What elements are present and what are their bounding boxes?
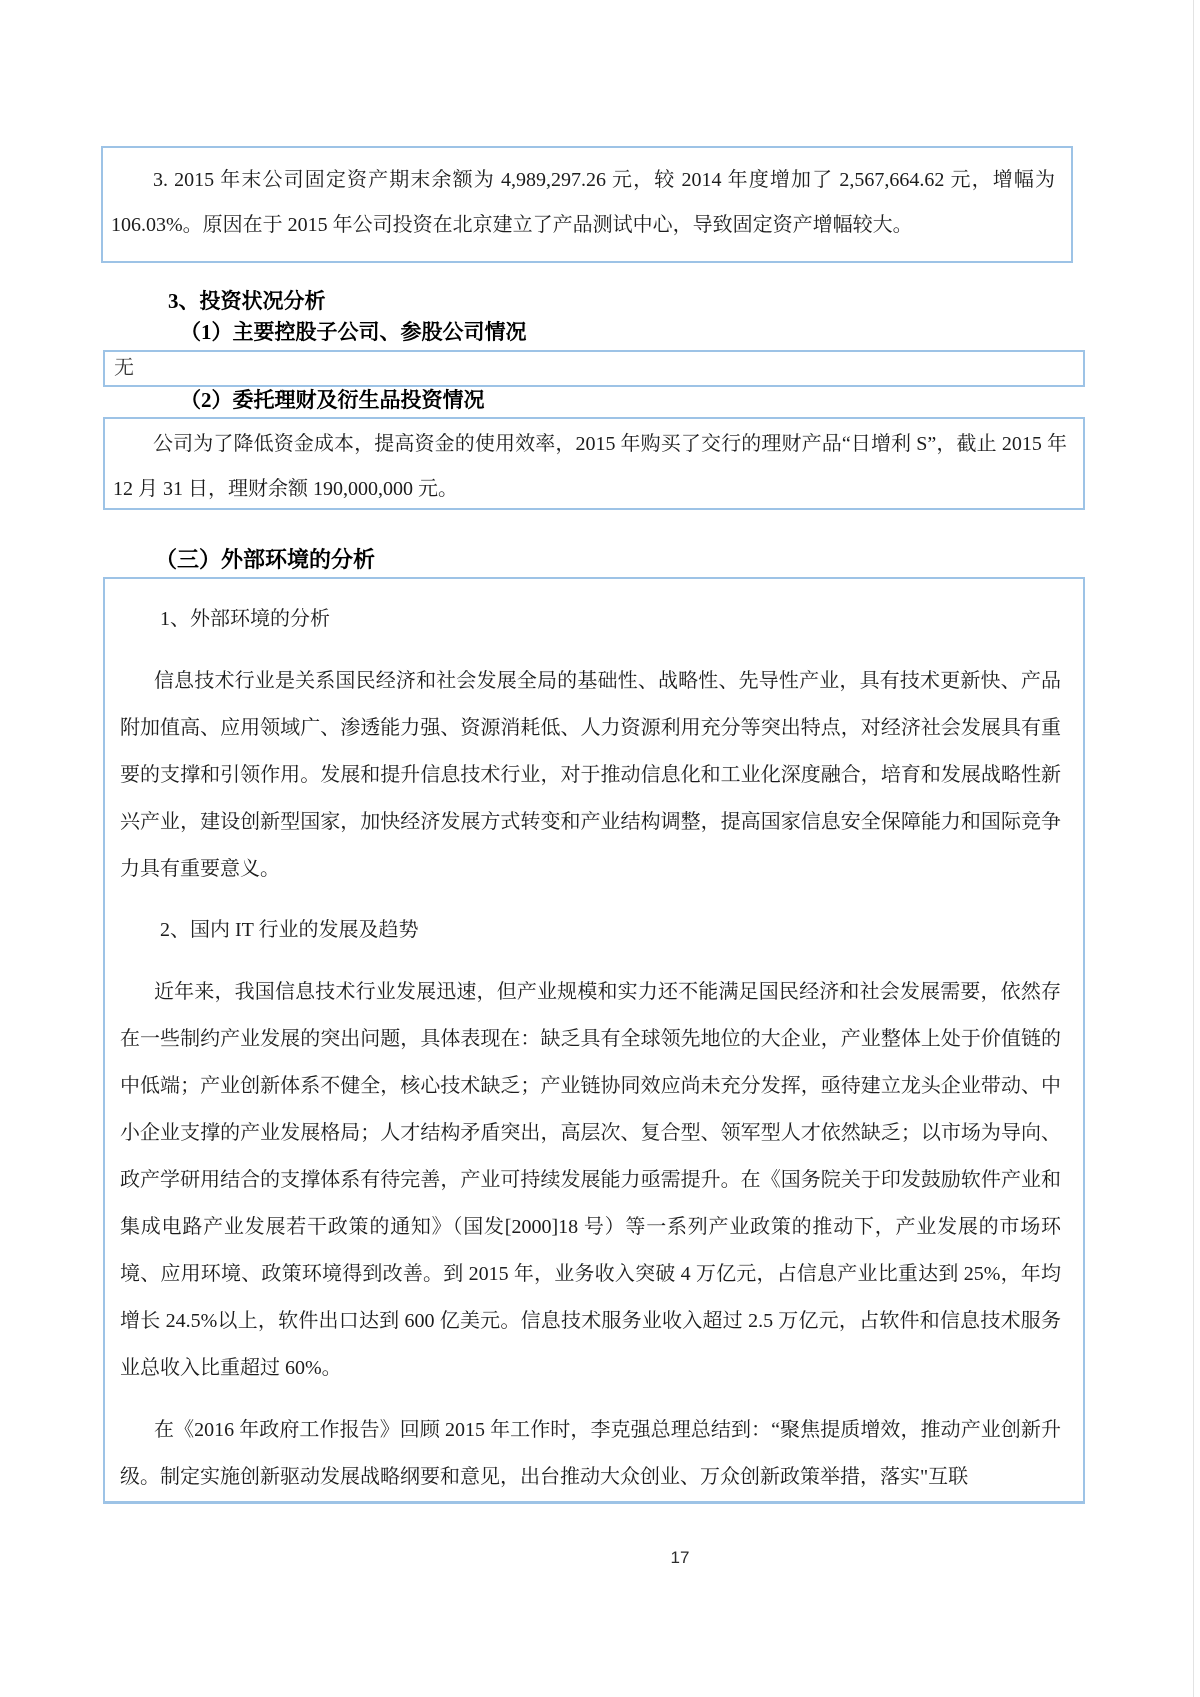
env-subheading-1: 1、外部环境的分析 — [160, 608, 330, 630]
env-subheading-2: 2、国内 IT 行业的发展及趋势 — [160, 919, 419, 941]
page-number: 17 — [670, 1548, 690, 1567]
subsidiaries-heading: （1）主要控股子公司、参股公司情况 — [180, 320, 527, 344]
external-environment-heading: （三）外部环境的分析 — [155, 547, 376, 572]
investment-analysis-heading: 3、投资状况分析 — [168, 289, 326, 313]
page-edge-line — [1193, 0, 1194, 1697]
fixed-assets-note-box — [101, 146, 1073, 263]
fixed-assets-note-text: 3. 2015 年末公司固定资产期末余额为 4,989,297.26 元，较 2014 年度增加了 2,567,664.62 元，增幅为 106.03%。原因在于 2015 年公司投资在北京建立了产品测试中心，导致固定资产增幅较大。 — [111, 169, 1055, 236]
external-environment-content — [105, 579, 1083, 1501]
entrusted-wealth-text: 公司为了降低资金成本，提高资金的使用效率，2015 年购买了交行的理财产品“日增利 S”，截止 2015 年 12 月 31 日，理财余额 190,000,000 元。 — [113, 433, 1067, 500]
env-paragraph-2: 近年来，我国信息技术行业发展迅速，但产业规模和实力还不能满足国民经济和社会发展需要，依然存在一些制约产业发展的突出问题，具体表现在：缺乏具有全球领先地位的大企业，产业整体上处于价值链的中低端；产业创新体系不健全，核心技术缺乏；产业链协同效应尚未充分发挥，亟待建立龙头企业带动、中小企业支撑的产业发展格局；人才结构矛盾突出，高层次、复合型、领军型人才依然缺乏；以市场为导向、政产学研用结合的支撑体系有待完善，产业可持续发展能力亟需提升。在《国务院关于印发鼓励软件产业和集成电路产业发展若干政策的通知》（国发[2000]18 号）等一系列产业政策的推动下，产业发展的市场环境、应用环境、政策环境得到改善。到 2015 年，业务收入突破 4 万亿元，占信息产业比重达到 25%，年均增长 24.5%以上，软件出口达到 600 亿美元。信息技术服务业收入超过 2.5 万亿元，占软件和信息技术服务业总收入比重超过 60%。 — [120, 981, 1061, 1379]
env-paragraph-3: 在《2016 年政府工作报告》回顾 2015 年工作时，李克强总理总结到：“聚焦提质增效，推动产业创新升级。制定实施创新驱动发展战略纲要和意见，出台推动大众创业、万众创新政策举措，落实"互联 — [120, 1419, 1061, 1488]
subsidiaries-none-box — [103, 350, 1085, 387]
subsidiaries-none-value: 无 — [114, 357, 134, 379]
entrusted-wealth-box — [103, 417, 1085, 510]
external-environment-box — [103, 577, 1085, 1504]
env-paragraph-1: 信息技术行业是关系国民经济和社会发展全局的基础性、战略性、先导性产业，具有技术更新快、产品附加值高、应用领域广、渗透能力强、资源消耗低、人力资源利用充分等突出特点，对经济社会发展具有重要的支撑和引领作用。发展和提升信息技术行业，对于推动信息化和工业化深度融合，培育和发展战略性新兴产业，建设创新型国家，加快经济发展方式转变和产业结构调整，提高国家信息安全保障能力和国际竞争力具有重要意义。 — [120, 670, 1061, 880]
entrusted-wealth-heading: （2）委托理财及衍生品投资情况 — [180, 388, 485, 412]
